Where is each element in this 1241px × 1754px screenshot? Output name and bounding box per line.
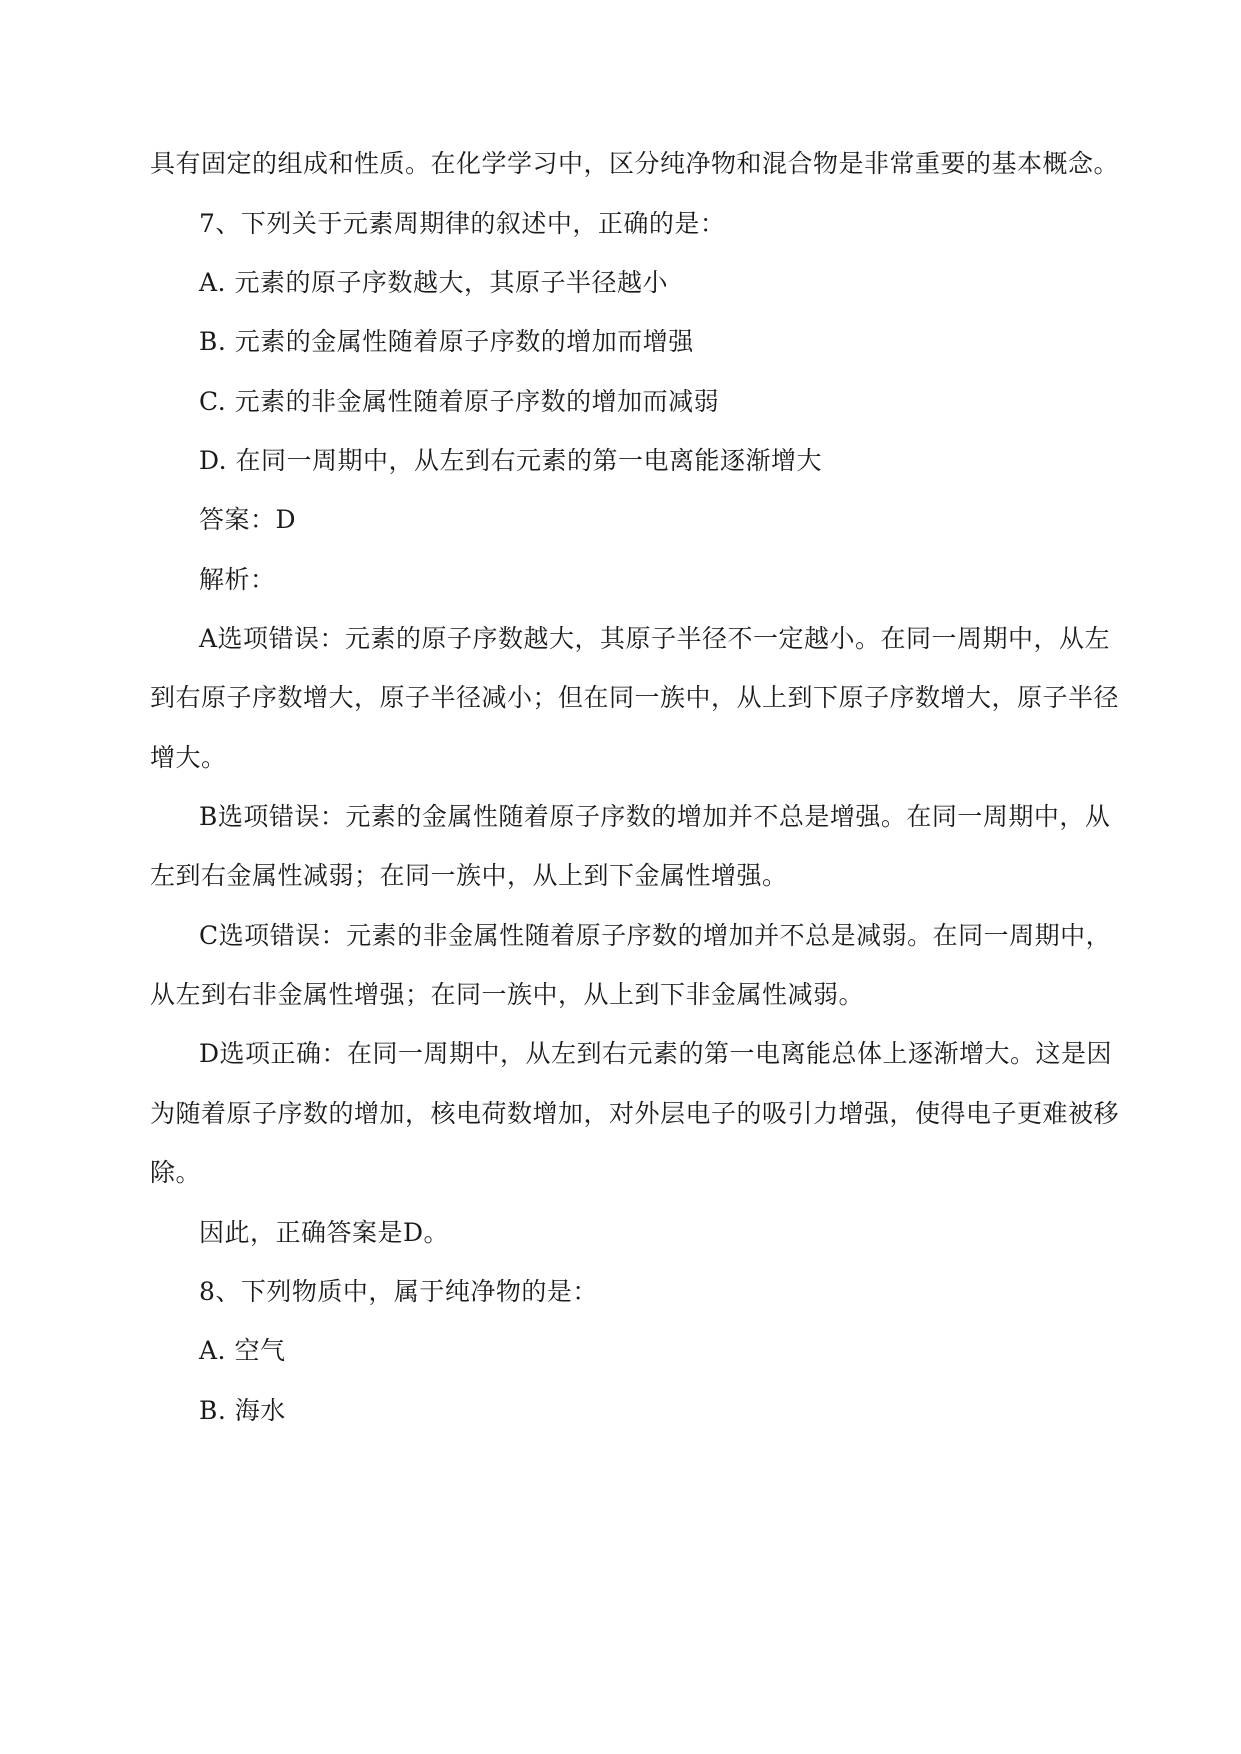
question-7-option-d: D. 在同一周期中，从左到右元素的第一电离能逐渐增大 bbox=[199, 446, 823, 475]
question-7-option-a: A. 元素的原子序数越大，其原子半径越小 bbox=[199, 268, 668, 297]
analysis-c-line-1: C选项错误：元素的非金属性随着原子序数的增加并不总是减弱。在同一周期中， bbox=[199, 921, 1112, 950]
analysis-b-line-1: B选项错误：元素的金属性随着原子序数的增加并不总是增强。在同一周期中，从 bbox=[199, 802, 1111, 831]
question-8-option-a: A. 空气 bbox=[199, 1336, 286, 1365]
question-7-option-b: B. 元素的金属性随着原子序数的增加而增强 bbox=[199, 327, 694, 356]
analysis-a-line-2: 到右原子序数增大，原子半径减小；但在同一族中，从上到下原子序数增大，原子半径 bbox=[150, 683, 1120, 712]
analysis-d-line-1: D选项正确：在同一周期中，从左到右元素的第一电离能总体上逐渐增大。这是因 bbox=[199, 1039, 1113, 1068]
analysis-label: 解析： bbox=[199, 565, 276, 594]
analysis-a-line-1: A选项错误：元素的原子序数越大，其原子半径不一定越小。在同一周期中，从左 bbox=[199, 624, 1111, 653]
analysis-d-line-3: 除。 bbox=[150, 1158, 202, 1187]
question-7-option-c: C. 元素的非金属性随着原子序数的增加而减弱 bbox=[199, 387, 720, 416]
question-8-stem: 8、下列物质中，属于纯净物的是： bbox=[199, 1277, 598, 1306]
answer-label: 答案：D bbox=[199, 505, 297, 534]
analysis-a-line-3: 增大。 bbox=[150, 743, 227, 772]
question-8-option-b: B. 海水 bbox=[199, 1396, 286, 1425]
analysis-b-line-2: 左到右金属性减弱；在同一族中，从上到下金属性增强。 bbox=[150, 861, 788, 890]
analysis-c-line-2: 从左到右非金属性增强；在同一族中，从上到下非金属性减弱。 bbox=[150, 980, 865, 1009]
conclusion: 因此，正确答案是D。 bbox=[199, 1218, 450, 1247]
paragraph-continuation: 具有固定的组成和性质。在化学学习中，区分纯净物和混合物是非常重要的基本概念。 bbox=[150, 149, 1120, 178]
analysis-d-line-2: 为随着原子序数的增加，核电荷数增加，对外层电子的吸引力增强，使得电子更难被移 bbox=[150, 1099, 1120, 1128]
question-7-stem: 7、下列关于元素周期律的叙述中，正确的是： bbox=[199, 209, 726, 238]
